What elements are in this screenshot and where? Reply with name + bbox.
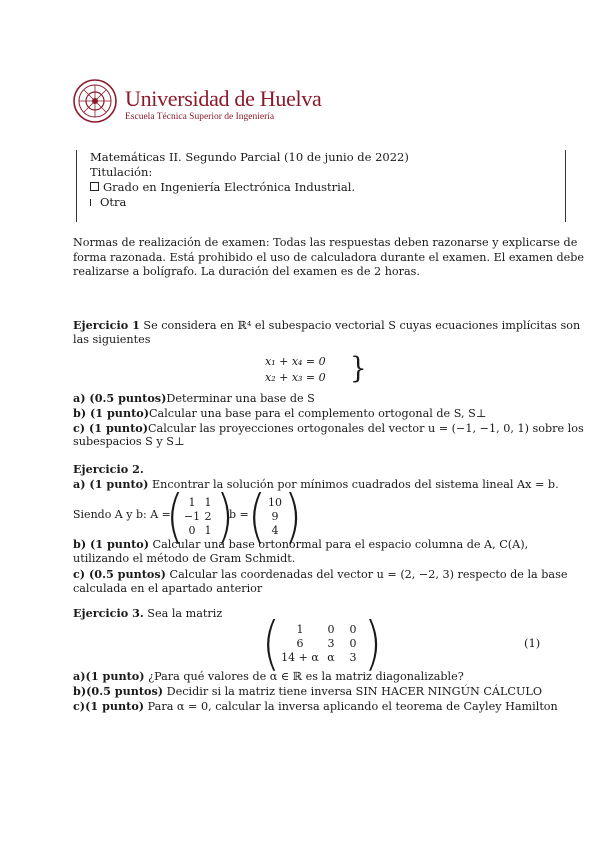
ex3-part-a (73, 669, 464, 684)
ex1-part-b (73, 406, 486, 421)
school-name: Escuela Técnica Superior de Ingeniería (125, 112, 275, 122)
ex2-part-b (73, 537, 528, 552)
ex2-a-points: a) (1 punto) (73, 477, 149, 491)
ex3-a-points: a)(1 punto) (73, 669, 145, 683)
ex2-part-c-2: calculada en el apartado anterior (73, 582, 263, 595)
ex2-b-text: Calcular una base ortonormal para el espacio columna de A, C(A), (149, 538, 529, 551)
ex1-a-text: Determinar una base de S (166, 392, 315, 405)
box-left-rule (76, 150, 77, 222)
ex2-given: Siendo A y b: A = (73, 508, 171, 521)
matrix-m-cell: 0 (349, 636, 357, 650)
ex1-intro-text: Se considera en ℝ⁴ el subespacio vectorial S cuyas ecuaciones implícitas son (143, 319, 581, 332)
ex2-c-points: c) (0.5 puntos) (73, 567, 166, 581)
ex3-part-b (73, 684, 542, 699)
ex2-part-b-2: utilizando el método de Gram Schmidt. (73, 552, 296, 565)
matrix-m-cell: 3 (327, 636, 335, 650)
ex1-b-text: Calcular una base para el complemento ortogonal de S, S⊥ (149, 407, 487, 420)
ex1-c-text: Calcular las proyecciones ortogonales del vector u = (−1, −1, 0, 1) sobre los (148, 422, 584, 435)
equation-1: x₁ + x₄ = 0 (265, 355, 326, 368)
rules-line-1: Normas de realización de examen: Todas las respuestas deben razonarse y explicarse de (73, 236, 578, 249)
equation-2: x₂ + x₃ = 0 (265, 371, 326, 384)
ex3-intro (73, 606, 222, 621)
system-brace: } (350, 352, 367, 386)
matrix-m-cell: 14 + α (281, 650, 319, 664)
ex1-intro (73, 318, 580, 333)
ex3-b-text: Decidir si la matriz tiene inversa SIN HACER NINGÚN CÁLCULO (163, 685, 543, 698)
matrix-m-cell: α (327, 650, 335, 664)
equation-number: (1) (524, 636, 541, 650)
matrix-a-cell: 1 (204, 495, 212, 509)
matrix-m-cell: 0 (327, 622, 335, 636)
matrix-A: ( 1 1 −1 2 0 1 ) (166, 482, 234, 550)
matrix-m-cell: 0 (349, 622, 357, 636)
ex3-b-points: b)(0.5 puntos) (73, 684, 164, 698)
degree-option[interactable] (90, 180, 355, 194)
rules-line-2: forma razonada. Está prohibido el uso de calculadora durante el examen. El examen debe (73, 251, 585, 264)
course-info-box (76, 150, 565, 222)
degree-checkbox[interactable] (90, 182, 99, 191)
ex3-intro-text: Sea la matriz (143, 607, 223, 620)
matrix-M: ( 1 0 0 6 3 0 14 + α α 3 ) (262, 609, 382, 677)
rules-line-3: realizarse a bolígrafo. La duración del examen es de 2 horas. (73, 265, 420, 278)
ex1-a-points: a) (0.5 puntos) (73, 391, 167, 405)
other-option-label: Otra (100, 195, 127, 209)
matrix-a-cell: 1 (188, 495, 196, 509)
university-seal-icon (72, 78, 118, 124)
ex1-part-c-2: subespacios S y S⊥ (73, 435, 185, 448)
matrix-a-cell: 0 (188, 523, 196, 537)
ex3-part-c (73, 699, 558, 714)
matrix-a-cell: 1 (204, 523, 212, 537)
ex3-c-text: Para α = 0, calcular la inversa aplicando el teorema de Cayley Hamilton (144, 700, 558, 713)
ex2-part-c (73, 567, 567, 582)
titulacion-label: Titulación: (90, 165, 153, 179)
ex1-part-c (73, 421, 584, 436)
vector-b-cell: 10 (267, 495, 282, 509)
vector-b-label: b = (229, 508, 249, 521)
box-right-rule (565, 150, 566, 222)
ex3-c-points: c)(1 punto) (73, 699, 145, 713)
matrix-m-cell: 1 (296, 622, 304, 636)
matrix-a-cell: −1 (183, 509, 201, 523)
ex2-b-points: b) (1 punto) (73, 537, 149, 551)
ex1-c-points: c) (1 punto) (73, 421, 148, 435)
ex1-part-a (73, 391, 315, 406)
ex2-heading: Ejercicio 2. (73, 462, 144, 476)
equation-system (265, 355, 326, 387)
ex3-heading: Ejercicio 3. (73, 606, 144, 620)
ex2-a-text: Encontrar la solución por mínimos cuadrados del sistema lineal Ax = b. (148, 478, 559, 491)
degree-option-label: Grado en Ingeniería Electrónica Industrial. (103, 180, 356, 194)
course-title: Matemáticas II. Segundo Parcial (10 de junio de 2022) (90, 150, 409, 164)
university-name: Universidad de Huelva (125, 86, 322, 111)
other-option[interactable] (90, 195, 126, 209)
vector-b-cell: 9 (271, 509, 279, 523)
vector-b-cell: 4 (271, 523, 279, 537)
ex3-a-text: ¿Para qué valores de α ∈ ℝ es la matriz diagonalizable? (144, 670, 464, 683)
ex1-heading: Ejercicio 1 (73, 318, 140, 332)
ex2-part-a (73, 477, 559, 492)
ex2-c-text: Calcular las coordenadas del vector u = (2, −2, 3) respecto de la base (165, 568, 568, 581)
matrix-m-cell: 3 (349, 650, 357, 664)
ex1-intro-2: las siguientes (73, 333, 151, 346)
matrix-a-cell: 2 (204, 509, 212, 523)
other-checkbox[interactable] (90, 199, 96, 206)
vector-b: ( 10 9 4 ) (248, 482, 302, 550)
ex1-b-points: b) (1 punto) (73, 406, 149, 420)
matrix-m-cell: 6 (296, 636, 304, 650)
